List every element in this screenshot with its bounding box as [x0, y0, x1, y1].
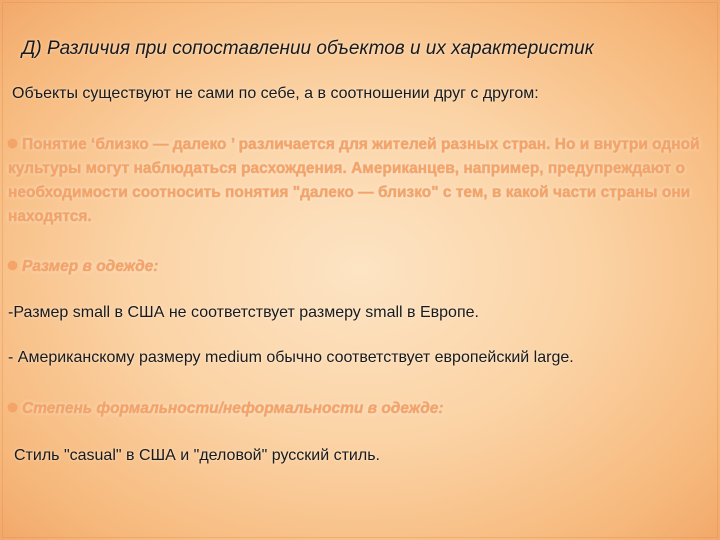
slide-title: Д) Различия при сопоставлении объектов и их характеристик	[22, 38, 594, 59]
bullet-icon	[8, 139, 17, 148]
bullet-clothing-size	[8, 255, 708, 279]
intro-text: Объекты существуют не сами по себе, а в соотношении друг с другом:	[12, 85, 539, 102]
bullet-formality	[8, 397, 708, 421]
style-line: Стиль "casual" в США и "деловой" русский стиль.	[14, 447, 380, 464]
bullet-text: Степень формальности/неформальности в одежде:	[22, 400, 444, 417]
bullet-text: Размер в одежде:	[22, 258, 159, 275]
size-line-small: -Размер small в США не соответствует размеру small в Европе.	[8, 304, 479, 321]
bullet-icon	[8, 261, 17, 270]
size-line-medium: - Американскому размеру medium обычно соответствует европейский large.	[8, 349, 574, 366]
bullet-icon	[8, 403, 17, 412]
bullet-distance-concept	[8, 133, 708, 229]
bullet-text: Понятие ‘близко — далеко ’ различается для жителей разных стран. Но и внутри одной культуры могут наблюдаться расхождения. Американцев, например, предупреждают о необходимости соотносить понятия "далеко — близко" с тем, в какой части страны они находятся.	[8, 136, 700, 225]
